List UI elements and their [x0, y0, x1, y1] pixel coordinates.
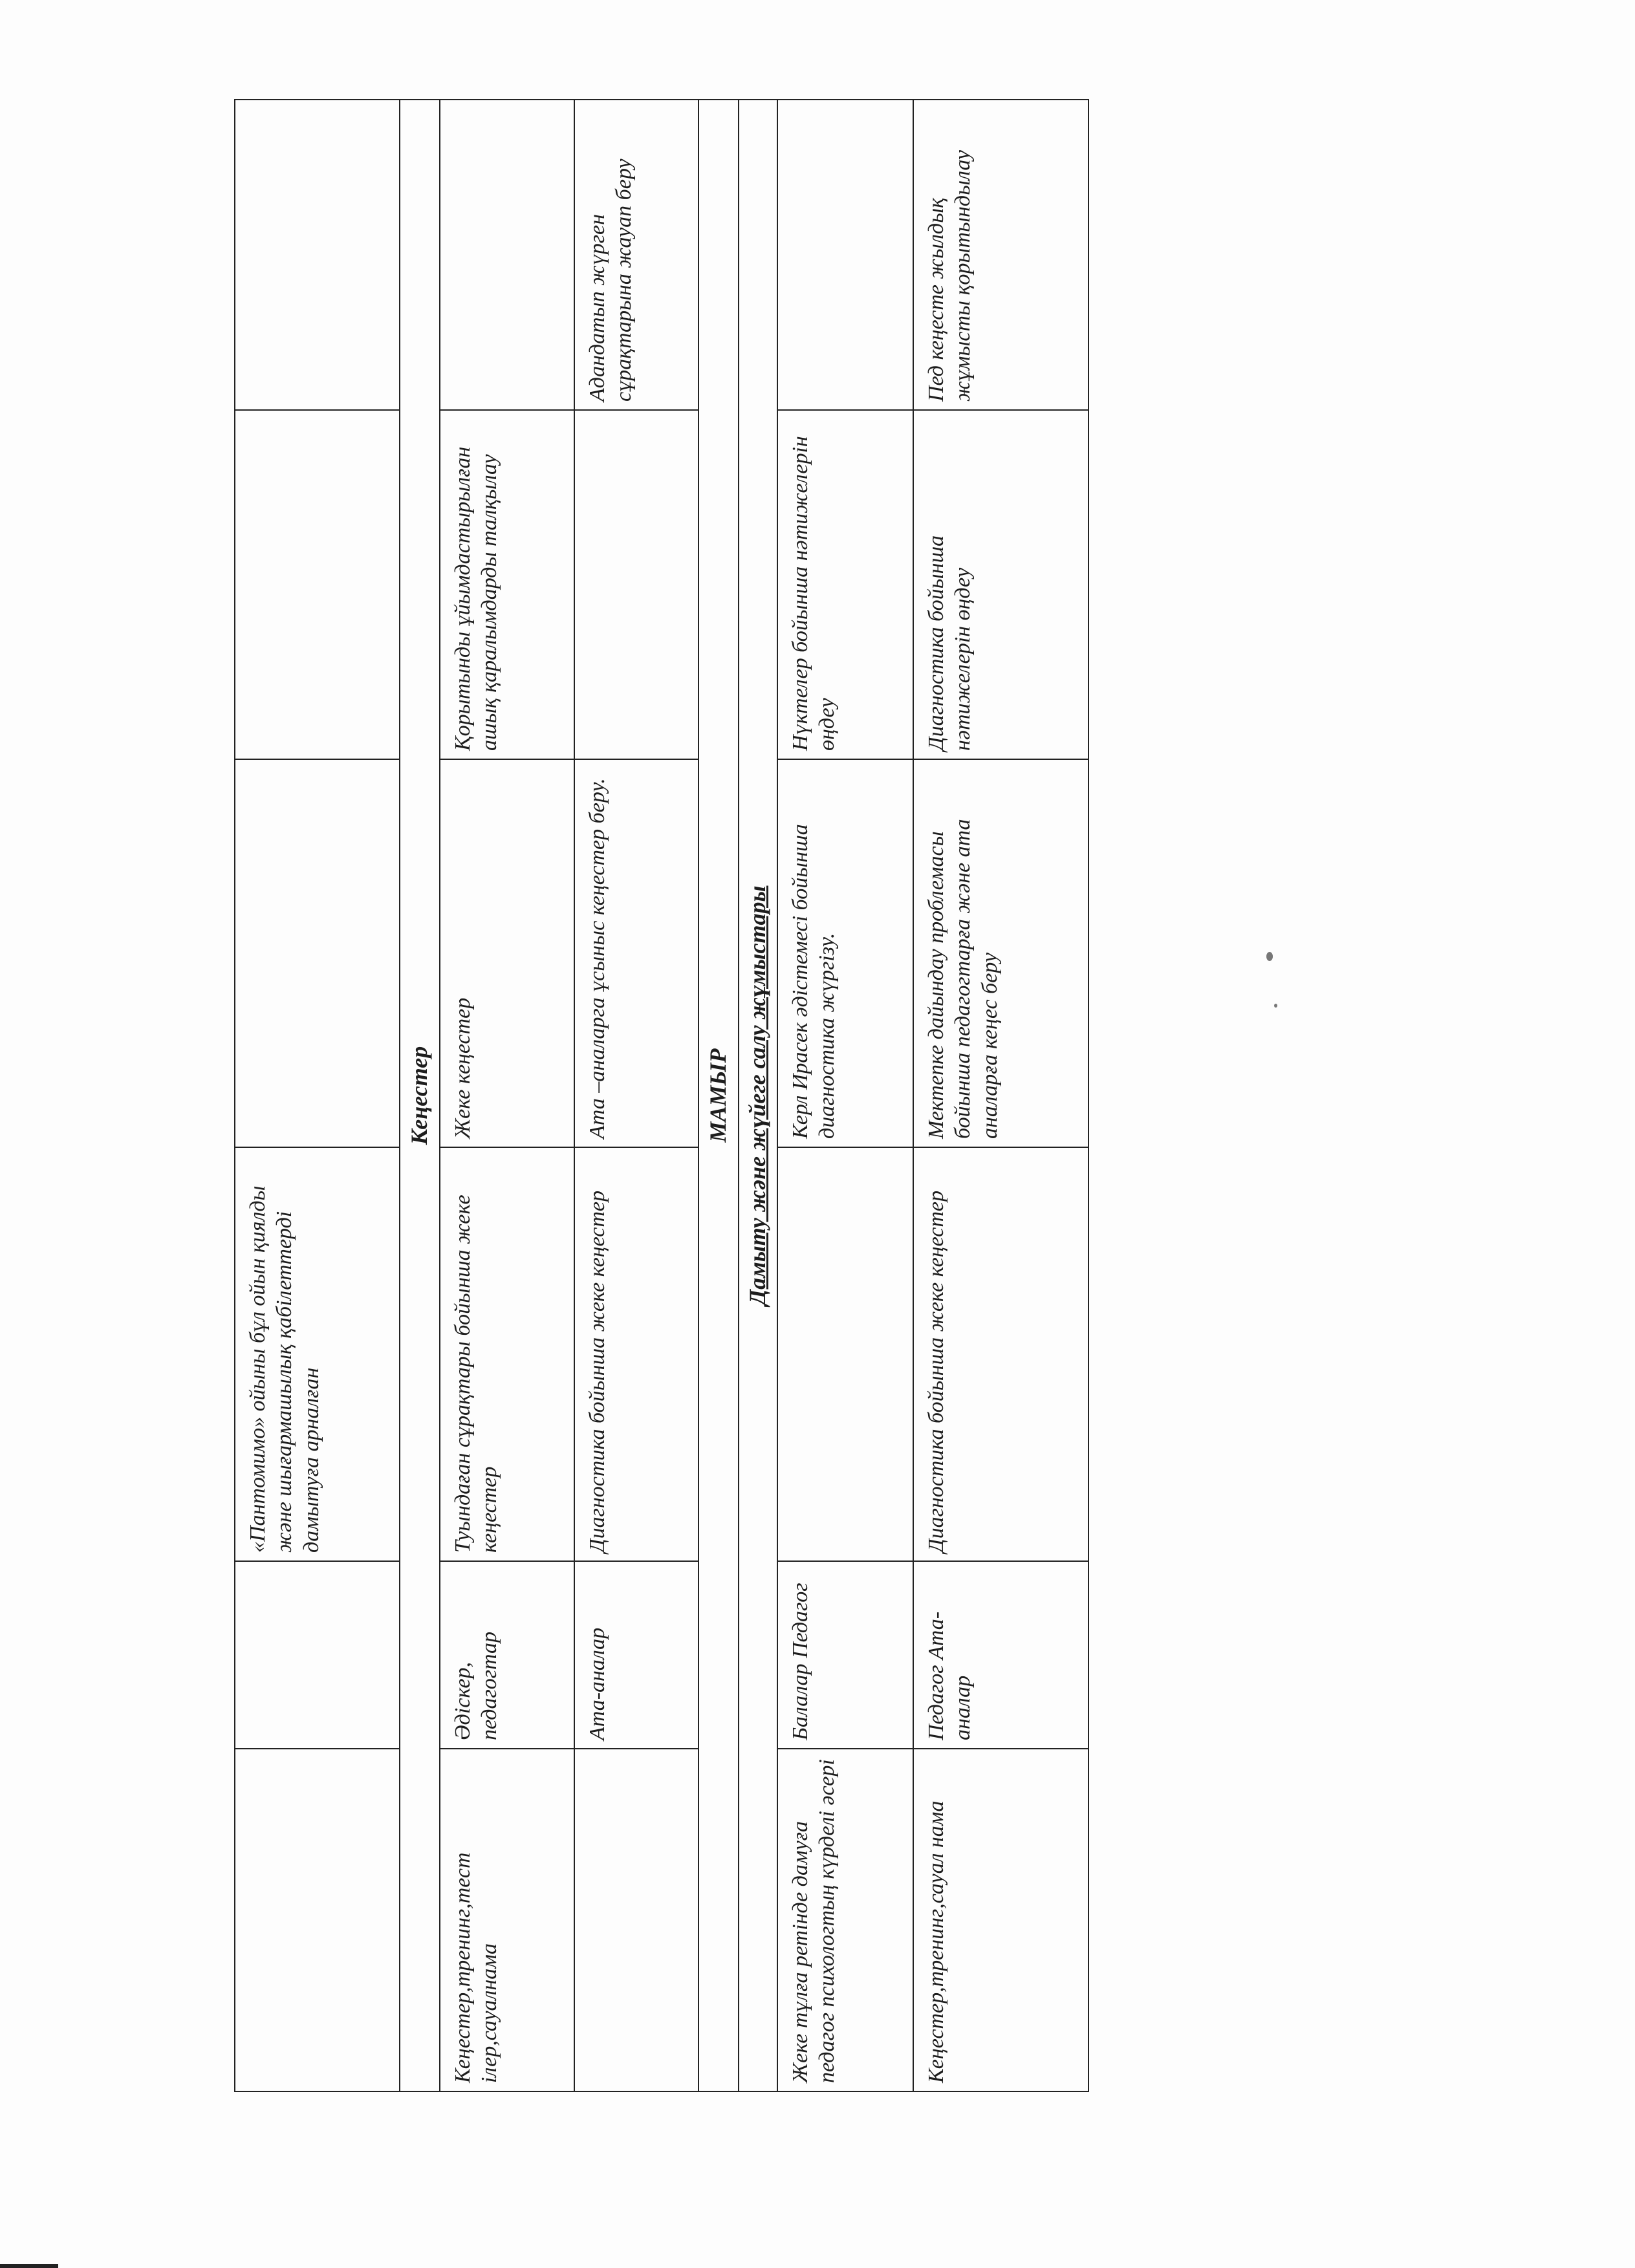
table-cell: Педагог Ата-аналар: [913, 1561, 1088, 1749]
scan-speck: [1274, 1004, 1277, 1008]
table-cell: Адандатып жүрген сұрақтарына жауап беру: [574, 100, 698, 410]
scan-edge-mark: [0, 2264, 58, 2268]
table-cell: Нүктелер бойынша нәтижелерін өңдеу: [777, 410, 913, 759]
table-cell: [235, 1749, 400, 2091]
table-row: [777, 100, 913, 2091]
table-cell: Керл Ирасек әдістемесі бойынша диагностика жүргізу.: [777, 759, 913, 1147]
table-cell: Диагностика бойынша нәтижелерін өңдеу: [913, 410, 1088, 759]
table-cell: Қорытынды ұйымдастырылған ашық қаралымдарды талқылау: [440, 410, 574, 759]
table-cell: Туындаған сұрақтары бойынша жеке кеңестер: [440, 1147, 574, 1561]
table-cell: Балалар Педагог: [777, 1561, 913, 1749]
table-cell: [777, 100, 913, 410]
table-cell: Жеке кеңестер: [440, 759, 574, 1147]
table-cell: Диагностика бойынша жеке кеңестер: [913, 1147, 1088, 1561]
table-cell: [235, 410, 400, 759]
scan-speck: [1266, 952, 1273, 961]
table-row: [574, 100, 698, 2091]
table-cell: Жеке тұлға ретінде дамуға педагог психологтың күрделі әсері: [777, 1749, 913, 2091]
table-cell: Кеңестер,тренинг,сауал нама: [913, 1749, 1088, 2091]
table-cell: Мектепке дайындау проблемасы бойынша педагогтарға және ата аналарға кеңес беру: [913, 759, 1088, 1147]
table-cell: [574, 410, 698, 759]
section-row: [698, 100, 739, 2091]
section-heading: Кеңестер: [400, 100, 440, 2091]
table-row: [913, 100, 1088, 2091]
section-row: [739, 100, 777, 2091]
table-cell: Диагностика бойынша жеке кеңестер: [574, 1147, 698, 1561]
section-heading: МАМЫР: [698, 100, 739, 2091]
table-cell: Ата-аналар: [574, 1561, 698, 1749]
section-heading: Дамыту және жүйеге салу жұмыстары: [739, 100, 777, 2091]
table-row: [440, 100, 574, 2091]
plan-table: [234, 99, 1089, 2092]
table-cell: «Пантомимо» ойыны бұл ойын қиялды және шығармашылық қабілеттерді дамытуға арналған: [235, 1147, 400, 1561]
section-row: [400, 100, 440, 2091]
table-cell: Кеңестер,тренинг,тест iлер,сауалнама: [440, 1749, 574, 2091]
rotated-table-wrapper: [234, 100, 1088, 2092]
table-cell: Пед кеңесте жылдық жұмысты қорытындылау: [913, 100, 1088, 410]
table-cell: Ата –аналарга ұсыныс кеңестер беру.: [574, 759, 698, 1147]
table-cell: [235, 759, 400, 1147]
table-cell: [440, 100, 574, 410]
table-cell: Әдіскер, педагогтар: [440, 1561, 574, 1749]
table-cell: [235, 1561, 400, 1749]
table-cell: [574, 1749, 698, 2091]
table-row: [235, 100, 400, 2091]
rotated-page-frame: [234, 100, 1088, 2092]
table-cell: [235, 100, 400, 410]
table-cell: [777, 1147, 913, 1561]
